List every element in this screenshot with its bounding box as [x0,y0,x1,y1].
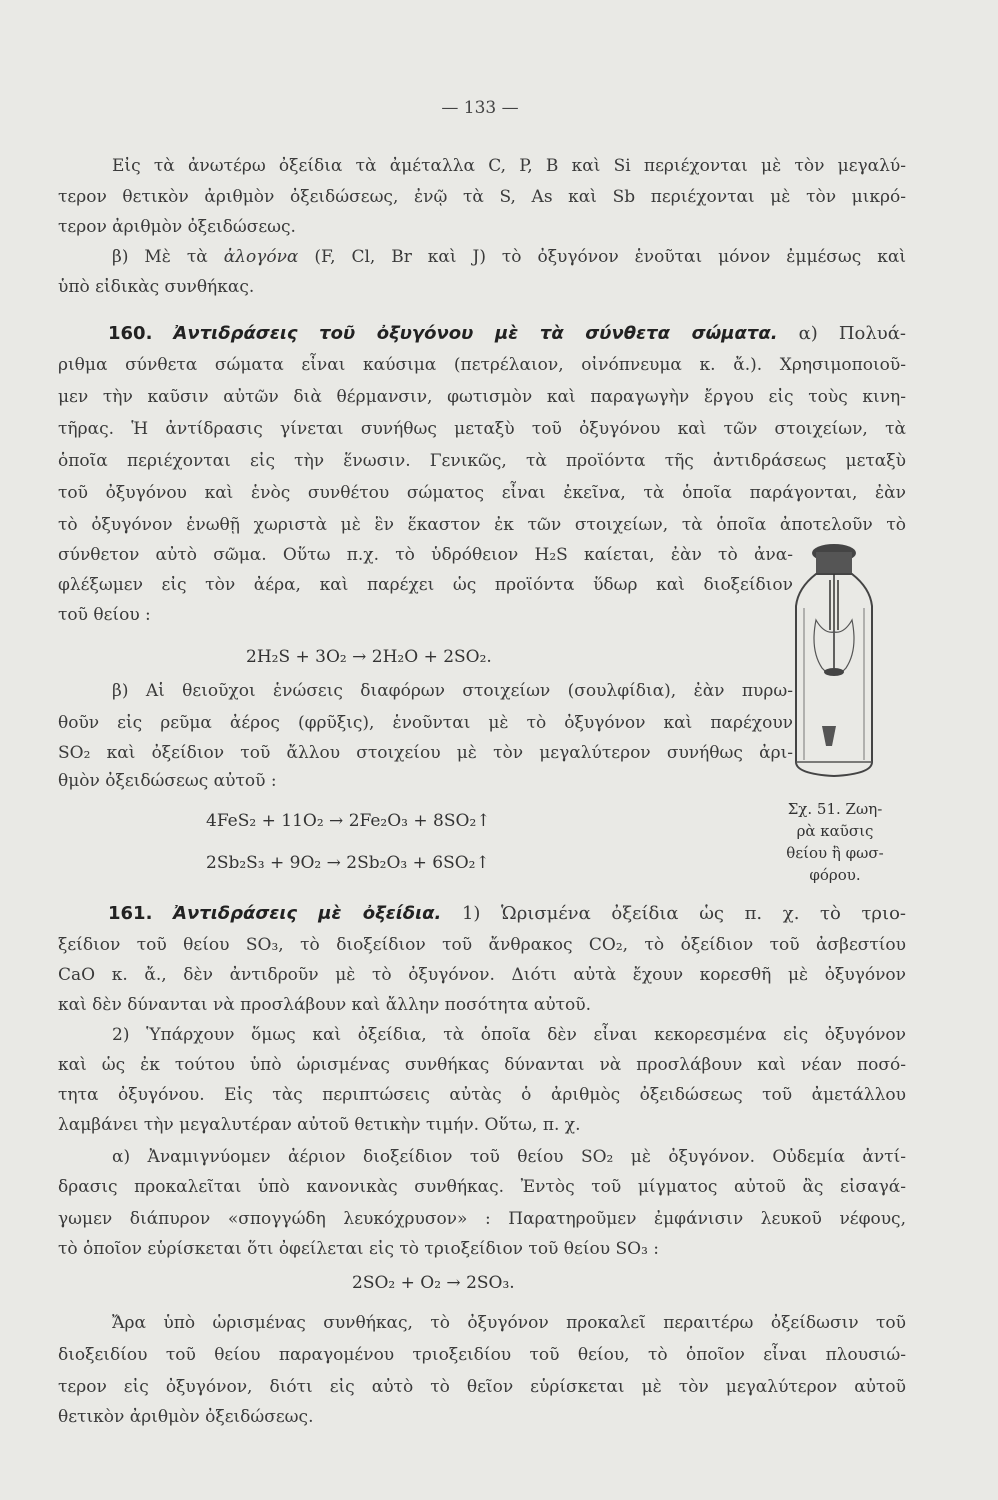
p2-text-end: (F, Cl, Br καὶ J) τὸ ὀξυγόνον ἑνοῦται μόνον ἐμμέσως καὶ [298,247,906,267]
s161-final-line: θετικὸν ἀριθμὸν ὀξειδώσεως. [58,1407,314,1427]
s161-equation-so2: 2SO₂ + O₂ → 2SO₃. [352,1273,515,1293]
s161-p2-line: τητα ὀξυγόνου. Εἰς τὰς περιπτώσεις αὐτὰς ὁ ἀριθμὸς ὀξειδώσεως τοῦ ἀμετάλλου [58,1085,906,1105]
s160-beta-line: SO₂ καὶ ὀξείδιον τοῦ ἄλλου στοιχείου μὲ τὸν μεγαλύτερον συνήθως ἀρι- [58,743,793,763]
p2-text-start: β) Μὲ τὰ [112,247,224,267]
s160-number: 160. [108,323,153,344]
s161-p2-line: λαμβάνει τὴν μεγαλυτέραν αὐτοῦ θετικὴν τιμήν. Οὕτω, π. χ. [58,1115,581,1135]
s161-pa-line: τὸ ὁποῖον εὑρίσκεται ὅτι ὀφείλεται εἰς τὸ τριοξείδιον τοῦ θείου SO₃ : [58,1239,660,1259]
burning-bottle-figure [786,540,886,780]
s160-equation-h2s: 2H₂S + 3O₂ → 2H₂O + 2SO₂. [246,647,492,667]
s160-line: τοῦ θείου : [58,605,151,625]
figure-caption-line: ρὰ καῦσις [796,822,874,840]
s160-heading-rest: α) Πολυά- [777,323,906,344]
s160-line: μεν τὴν καῦσιν αὐτῶν διὰ θέρμανσιν, φωτισμὸν καὶ παραγωγὴν ἔργου εἰς τοὺς κινη- [58,387,906,407]
s161-pa-line: γωμεν διάπυρον «σπογγώδη λευκόχρυσον» : Παρατηροῦμεν ἐμφάνισιν λευκοῦ νέφους, [58,1209,906,1229]
small-piece [822,726,836,746]
s160-line: σύνθετον αὐτὸ σῶμα. Οὕτω π.χ. τὸ ὑδρόθειον H₂S καίεται, ἐὰν τὸ ἀνα- [58,545,793,565]
s160-line: φλέξωμεν εἰς τὸν ἀέρα, καὶ παρέχει ὡς προϊόντα ὕδωρ καὶ διοξείδιον [58,575,793,595]
s161-pa-line: δρασις προκαλεῖται ὑπὸ κανονικὰς συνθήκας. Ἐντὸς τοῦ μίγματος αὐτοῦ ἂς εἰσαγά- [58,1177,906,1197]
figure-caption-line: φόρου. [809,866,861,884]
s161-line: καὶ δὲν δύνανται νὰ προσλάβουν καὶ ἄλλην ποσότητα αὐτοῦ. [58,995,592,1015]
s160-equation-sb2s3: 2Sb₂S₃ + 9O₂ → 2Sb₂O₃ + 6SO₂↑ [206,853,490,873]
s161-final-line: τερον εἰς ὀξυγόνον, διότι εἰς αὐτὸ τὸ θεῖον εὑρίσκεται μὲ τὸν μεγαλύτερον αὐτοῦ [58,1377,906,1397]
s161-final-line: διοξειδίου τοῦ θείου παραγομένου τριοξειδίου τοῦ θείου, τὸ ὁποῖον εἶναι πλουσιώ- [58,1345,906,1365]
s160-line: τοῦ ὀξυγόνου καὶ ἑνὸς συνθέτου σώματος εἶναι ἐκεῖνα, τὰ ὁποῖα παράγονται, ἐὰν [58,483,906,503]
p2-italic-term: ἀλογόνα [223,247,299,267]
s160-line: τῆρας. Ἡ ἀντίδρασις γίνεται συνήθως μεταξὺ τοῦ ὀξυγόνου καὶ τῶν στοιχείων, τὰ [58,419,906,439]
s160-equation-fes2: 4FeS₂ + 11O₂ → 2Fe₂O₃ + 8SO₂↑ [206,811,491,831]
p1-line-2: τερον θετικὸν ἀριθμὸν ὀξειδώσεως, ἐνῷ τὰ S, As καὶ Sb περιέχονται μὲ τὸν μικρό- [58,187,906,207]
s161-line: CaO κ. ἄ., δὲν ἀντιδροῦν μὲ τὸ ὀξυγόνον. Διότι αὐτὰ ἔχουν κορεσθῆ μὲ ὀξυγόνον [58,965,906,985]
s160-beta-line: θμὸν ὀξειδώσεως αὐτοῦ : [58,771,277,791]
s161-number: 161. [108,903,153,924]
s161-pa-line: α) Ἀναμιγνύομεν ἀέριον διοξείδιον τοῦ θείου SO₂ μὲ ὀξυγόνον. Οὐδεμία ἀντί- [112,1147,906,1167]
s160-line: τὸ ὀξυγόνον ἑνωθῇ χωριστὰ μὲ ἓν ἕκαστον ἐκ τῶν στοιχείων, τὰ ὁποῖα ἀποτελοῦν τὸ [58,515,906,535]
s160-line: ὁποῖα περιέχονται εἰς τὴν ἕνωσιν. Γενικῶς, τὰ προϊόντα τῆς ἀντιδράσεως μεταξὺ [58,451,906,471]
s161-heading-rest: 1) Ὡρισμένα ὀξείδια ὡς π. χ. τὸ τριο- [441,903,906,924]
p2-line-1 [112,244,906,271]
p1-line-3: τερον ἀριθμὸν ὀξειδώσεως. [58,217,296,237]
s160-line: ριθμα σύνθετα σώματα εἶναι καύσιμα (πετρέλαιον, οἰνόπνευμα κ. ἄ.). Χρησιμοποιοῦ- [58,355,906,375]
stopper [816,552,852,574]
s160-heading: Ἀντιδράσεις τοῦ ὀξυγόνου μὲ τὰ σύνθετα σώματα. [173,323,778,344]
s161-line: ξείδιον τοῦ θείου SO₃, τὸ διοξείδιον τοῦ ἄνθρακος CO₂, τὸ ὀξείδιον τοῦ ἀσβεστίου [58,935,906,955]
s160-heading-line [108,320,906,347]
burning-spoon [824,668,844,676]
spoon-wire [830,574,838,668]
page-number: — 133 — [441,98,519,118]
s160-beta-line: θοῦν εἰς ρεῦμα ἀέρος (φρῦξις), ἑνοῦνται μὲ τὸ ὀξυγόνον καὶ παρέχουν [58,713,793,733]
s161-p2-line: καὶ ὡς ἐκ τούτου ὑπὸ ὡρισμένας συνθήκας δύνανται νὰ προσλάβουν καὶ νέαν ποσό- [58,1055,906,1075]
s161-p2-line: 2) Ὑπάρχουν ὅμως καὶ ὀξείδια, τὰ ὁποῖα δὲν εἶναι κεκορεσμένα εἰς ὀξυγόνον [112,1025,906,1045]
s161-final-line: Ἄρα ὑπὸ ὡρισμένας συνθήκας, τὸ ὀξυγόνον προκαλεῖ περαιτέρω ὀξείδωσιν τοῦ [112,1313,906,1333]
figure-caption-line: Σχ. 51. Ζωη- [787,800,883,818]
figure-caption-line: θείου ἢ φωσ- [786,844,884,862]
s161-heading: Ἀντιδράσεις μὲ ὀξείδια. [173,903,442,924]
s161-heading-line [108,900,906,927]
p1-line-1: Εἰς τὰ ἀνωτέρω ὀξείδια τὰ ἀμέταλλα C, P, B καὶ Si περιέχονται μὲ τὸν μεγαλύ- [112,156,906,176]
s160-beta-line: β) Αἱ θειοῦχοι ἑνώσεις διαφόρων στοιχείων (σουλφίδια), ἐὰν πυρω- [112,681,793,701]
p2-line-2: ὑπὸ εἰδικὰς συνθήκας. [58,277,255,297]
